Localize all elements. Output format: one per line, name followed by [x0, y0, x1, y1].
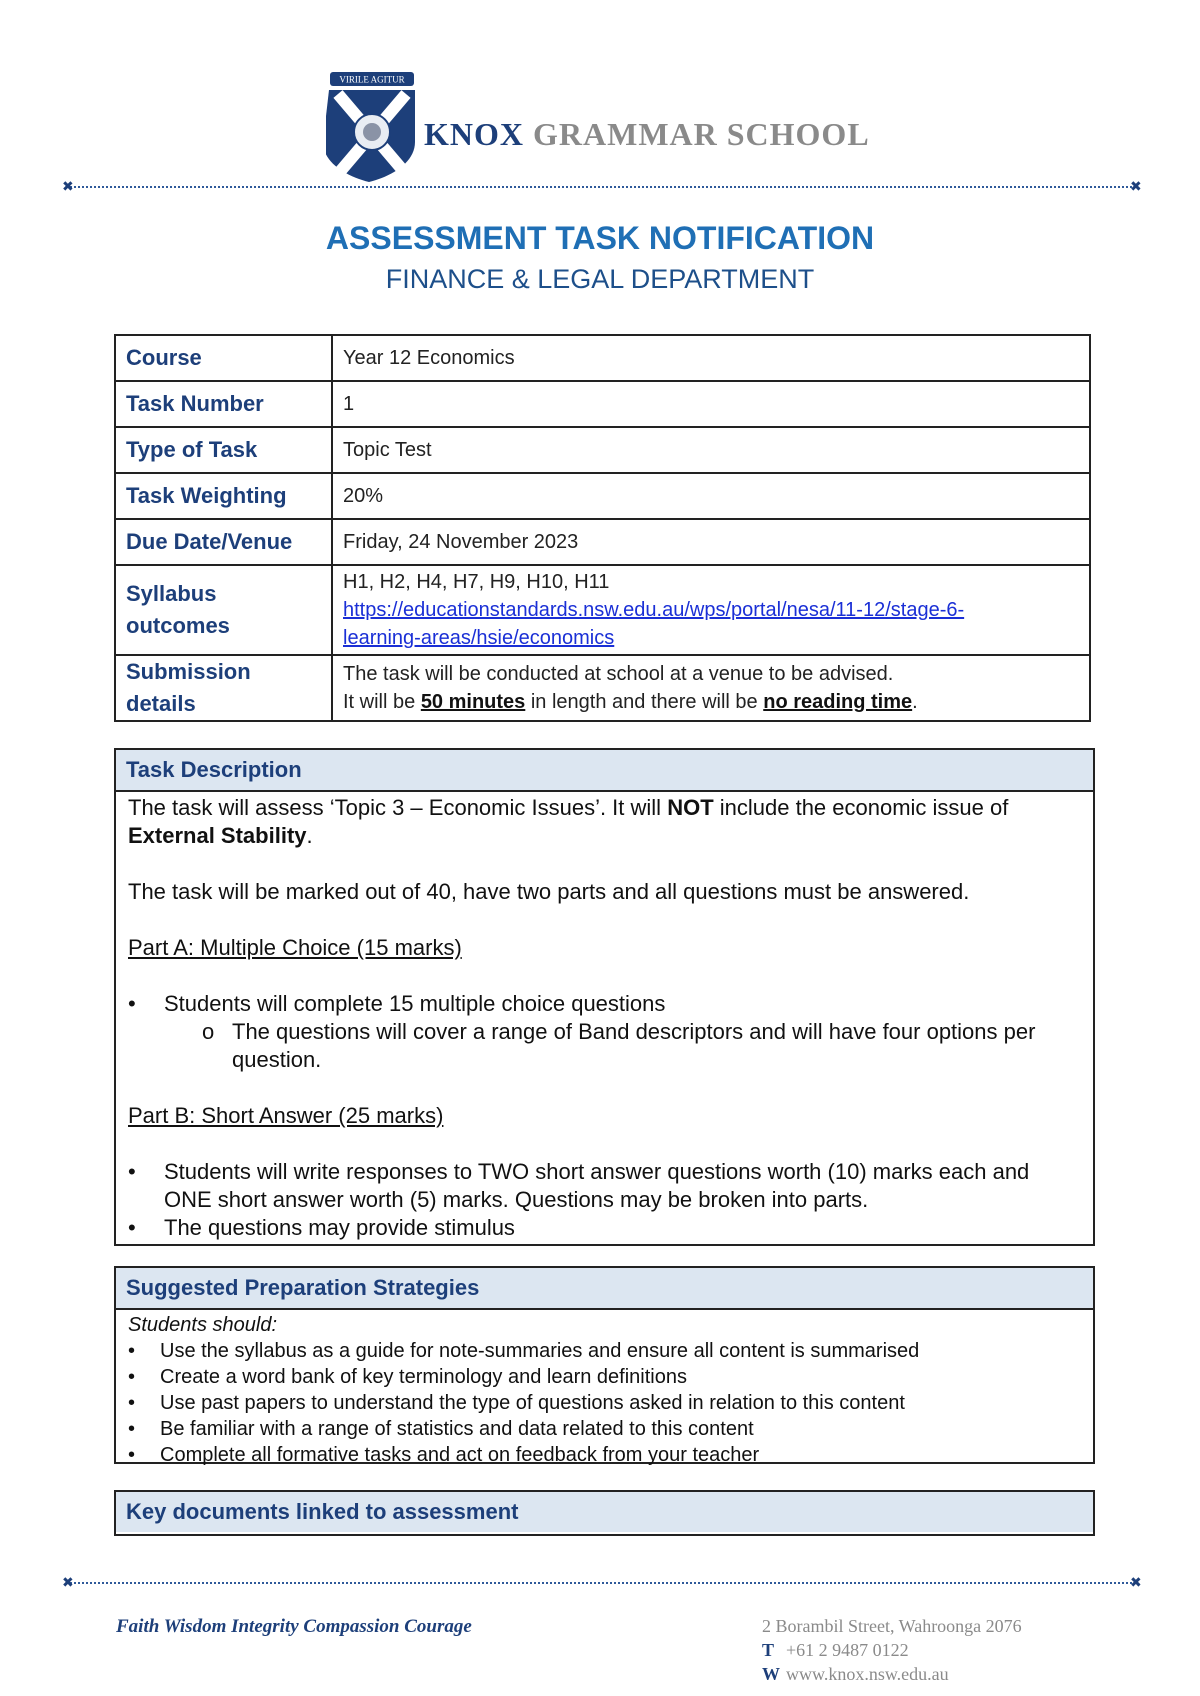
school-motto: Faith Wisdom Integrity Compassion Courage [116, 1616, 472, 1637]
preparation-body [116, 1310, 1093, 1470]
preparation-box [114, 1266, 1095, 1464]
type-label: Type of Task [115, 427, 332, 473]
list-item: • Use the syllabus as a guide for note-summaries and ensure all content is summarised [128, 1340, 920, 1362]
syllabus-value [332, 565, 1090, 655]
list-item: • The questions may provide stimulus [128, 1215, 515, 1240]
list-item: • Complete all formative tasks and act on feedback from your teacher [128, 1444, 760, 1466]
preparation-heading: Suggested Preparation Strategies [116, 1268, 1093, 1310]
table-row [115, 381, 1090, 427]
course-value: Year 12 Economics [332, 335, 1090, 381]
course-label: Course [115, 335, 332, 381]
table-row [115, 335, 1090, 381]
task-number-label: Task Number [115, 381, 332, 427]
submission-label: Submission details [115, 655, 332, 721]
table-row [115, 565, 1090, 655]
marks-summary: The task will be marked out of 40, have two parts and all questions must be answered. [128, 879, 970, 904]
weighting-label: Task Weighting [115, 473, 332, 519]
divider-end-icon: ✖ [62, 1574, 74, 1590]
syllabus-link[interactable]: https://educationstandards.nsw.edu.au/wps/portal/nesa/11-12/stage-6- learning-areas/hsie/economics [343, 599, 965, 649]
footer-address: 2 Borambil Street, Wahroonga 2076 [762, 1616, 1022, 1636]
list-item: • Create a word bank of key terminology and learn definitions [128, 1366, 687, 1388]
syllabus-label: Syllabus outcomes [115, 565, 332, 655]
footer-divider [66, 1582, 1136, 1584]
header-divider [66, 186, 1136, 188]
table-row [115, 519, 1090, 565]
divider-end-icon: ✖ [1130, 178, 1142, 194]
task-info-table [114, 334, 1091, 722]
key-documents-box [114, 1490, 1095, 1536]
footer-contact [762, 1614, 1022, 1686]
footer-website[interactable]: W www.knox.nsw.edu.au [762, 1664, 949, 1684]
part-b-heading: Part B: Short Answer (25 marks) [128, 1103, 444, 1128]
task-description-box [114, 748, 1095, 1246]
task-description-body: The task will assess ‘Topic 3 – Economic Issues’. It will NOT include the economic issue of External Stability. The task will be marked out of 40, have two parts and all questions must be answered. Part A: Multiple Choice (15 marks) • Students will complete 15 multiple choice questions o The questions will cover a range of Band descriptors and will have four options per question. Part B: Short Answer (25 marks) • Students will write responses to TWO short answer questions worth (10) marks each and ONE short answer worth (5) marks. Questions may be broken into parts. • The questions may provide stimulus [116, 792, 1093, 1242]
submission-value: The task will be conducted at school at a venue to be advised. It will be 50 minutes in length and there will be no reading time. [332, 655, 1090, 721]
school-name: KNOX GRAMMAR SCHOOL [424, 116, 870, 152]
page-title: ASSESSMENT TASK NOTIFICATION [325, 220, 875, 256]
page-subtitle: FINANCE & LEGAL DEPARTMENT [385, 264, 815, 294]
footer-phone: T +61 2 9487 0122 [762, 1640, 909, 1660]
due-label: Due Date/Venue [115, 519, 332, 565]
list-item: • Use past papers to understand the type of questions asked in relation to this content [128, 1392, 905, 1414]
crest-motto: VIRILE AGITUR [339, 74, 405, 85]
list-item: • Students will write responses to TWO short answer questions worth (10) marks each and ONE short answer worth (5) marks. Questions may be broken into parts. [128, 1159, 1030, 1212]
part-a-heading: Part A: Multiple Choice (15 marks) [128, 935, 462, 960]
key-documents-heading: Key documents linked to assessment [116, 1492, 1093, 1532]
divider-end-icon: ✖ [62, 178, 74, 194]
syllabus-outcomes: H1, H2, H4, H7, H9, H10, H11 [343, 571, 610, 593]
table-row [115, 427, 1090, 473]
task-number-value: 1 [332, 381, 1090, 427]
list-item: • Students will complete 15 multiple choice questions [128, 991, 666, 1016]
table-row [115, 655, 1090, 721]
list-item: o The questions will cover a range of Band descriptors and will have four options per question. [202, 1019, 1036, 1072]
task-description-heading: Task Description [116, 750, 1093, 792]
table-row [115, 473, 1090, 519]
preparation-intro: Students should: [128, 1314, 277, 1336]
due-value: Friday, 24 November 2023 [332, 519, 1090, 565]
divider-end-icon: ✖ [1130, 1574, 1142, 1590]
list-item: • Be familiar with a range of statistics and data related to this content [128, 1418, 754, 1440]
school-crest-logo [326, 70, 418, 182]
weighting-value: 20% [332, 473, 1090, 519]
type-value: Topic Test [332, 427, 1090, 473]
